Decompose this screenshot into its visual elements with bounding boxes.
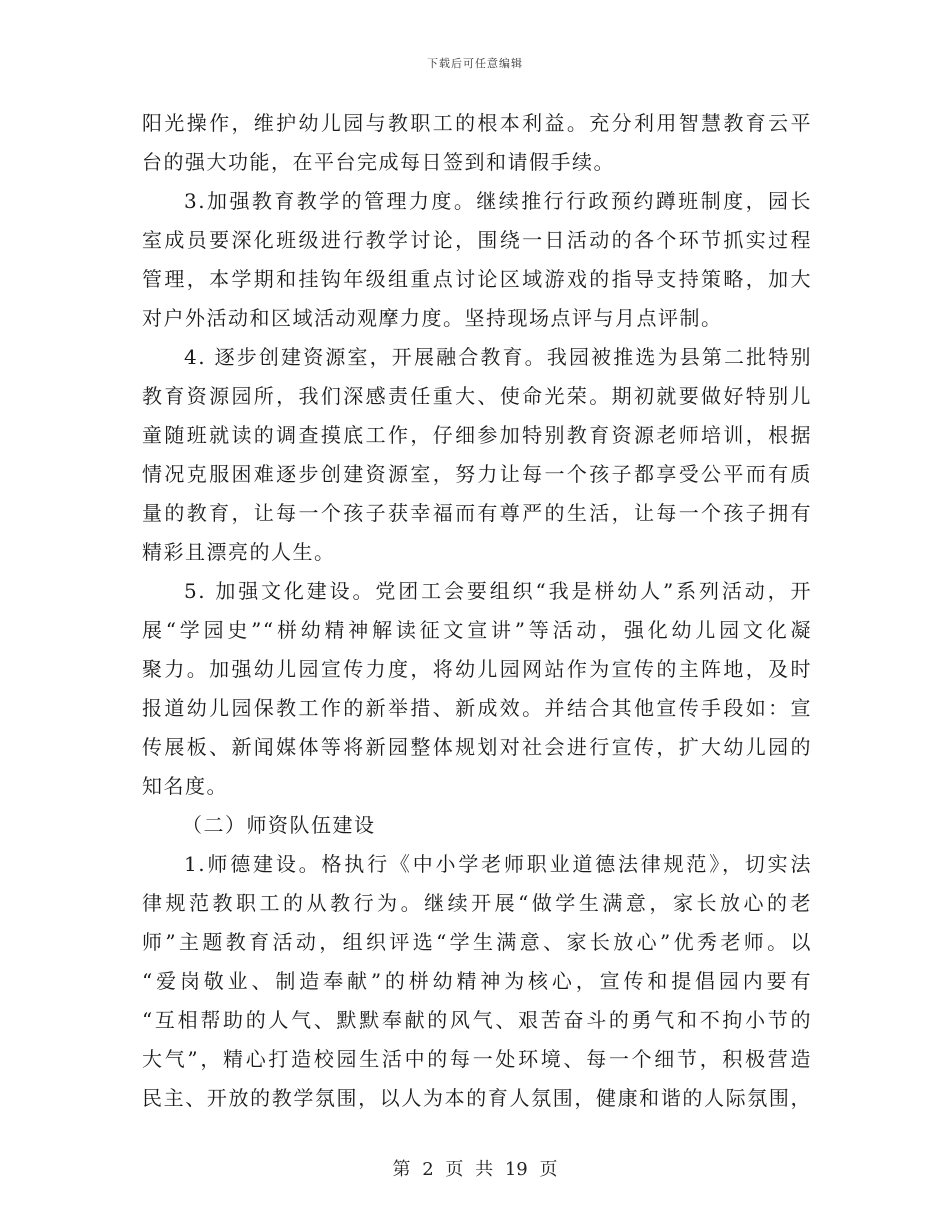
text-line: “互相帮助的人气、默默奉献的风气、艰苦奋斗的勇气和不拘小节的 <box>142 1008 812 1032</box>
text-line: 阳光操作，维护幼儿园与教职工的根本利益。充分利用智慧教育云平 <box>142 111 812 135</box>
text-line: 情况克服困难逐步创建资源室，努力让每一个孩子都享受公平而有质 <box>142 462 812 486</box>
text-line: 童随班就读的调查摸底工作，仔细参加特别教育资源老师培训，根据 <box>142 423 812 447</box>
document-body <box>142 104 812 1118</box>
page-number-footer: 第 2 页 共 19 页 <box>392 1159 558 1180</box>
text-line: 民主、开放的教学氛围，以人为本的育人氛围，健康和谐的人际氛围， <box>142 1086 812 1110</box>
text-line: 5. 加强文化建设。党团工会要组织“我是栟幼人”系列活动，开 <box>184 579 812 603</box>
text-line: 知名度。 <box>142 774 228 798</box>
text-line: 4. 逐步创建资源室，开展融合教育。我园被推选为县第二批特别 <box>184 345 812 369</box>
text-line: 室成员要深化班级进行教学讨论，围绕一日活动的各个环节抓实过程 <box>142 228 812 252</box>
text-line: 台的强大功能，在平台完成每日签到和请假手续。 <box>142 150 615 174</box>
page-header: 下载后可任意编辑 <box>427 57 523 70</box>
text-line: 对户外活动和区域活动观摩力度。坚持现场点评与月点评制。 <box>142 306 723 330</box>
text-line: 1.师德建设。格执行《中小学老师职业道德法律规范》，切实法 <box>184 852 812 876</box>
text-line: 律规范教职工的从教行为。继续开展“做学生满意，家长放心的老 <box>142 891 812 915</box>
text-line: 精彩且漂亮的人生。 <box>142 540 336 564</box>
text-line: 聚力。加强幼儿园宣传力度，将幼儿园网站作为宣传的主阵地，及时 <box>142 657 812 681</box>
text-line: 展“学园史”“栟幼精神解读征文宣讲”等活动，强化幼儿园文化凝 <box>142 618 812 642</box>
text-line: 管理，本学期和挂钩年级组重点讨论区域游戏的指导支持策略，加大 <box>142 267 812 291</box>
text-line: 师”主题教育活动，组织评选“学生满意、家长放心”优秀老师。以 <box>142 930 812 954</box>
text-line: 教育资源园所，我们深感责任重大、使命光荣。期初就要做好特别儿 <box>142 384 812 408</box>
text-line: 大气”，精心打造校园生活中的每一处环境、每一个细节，积极营造 <box>142 1047 812 1071</box>
text-line: 报道幼儿园保教工作的新举措、新成效。并结合其他宣传手段如：宣 <box>142 696 812 720</box>
text-line: 传展板、新闻媒体等将新园整体规划对社会进行宣传，扩大幼儿园的 <box>142 735 812 759</box>
text-line: 量的教育，让每一个孩子获幸福而有尊严的生活，让每一个孩子拥有 <box>142 501 812 525</box>
text-line: 3.加强教育教学的管理力度。继续推行行政预约蹲班制度，园长 <box>184 189 812 213</box>
section-heading: （二）师资队伍建设 <box>182 813 376 837</box>
text-line: “爱岗敬业、制造奉献”的栟幼精神为核心，宣传和提倡园内要有 <box>142 969 812 993</box>
